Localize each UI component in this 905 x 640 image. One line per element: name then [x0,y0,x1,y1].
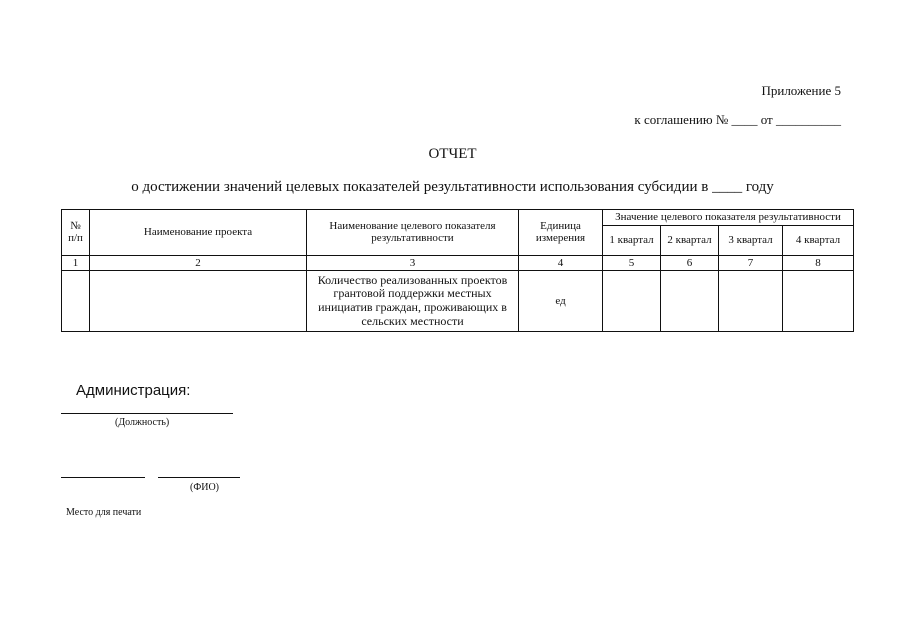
cell-indicator: Количество реализованных проектов грантовой поддержки местных инициатив граждан, проживающих в сельских местности [307,271,519,332]
column-number: 4 [519,255,603,271]
cell-unit: ед [519,271,603,332]
report-table [61,209,854,332]
column-number: 7 [719,255,783,271]
header-project: Наименование проекта [90,210,307,256]
fio-line [158,477,240,478]
header-q2: 2 квартал [661,225,719,255]
appendix-label: Приложение 5 [761,83,841,98]
cell-project [90,271,307,332]
header-value-group: Значение целевого показателя результативности [603,210,854,226]
column-number: 3 [307,255,519,271]
header-q3: 3 квартал [719,225,783,255]
column-number: 2 [90,255,307,271]
cell-num [62,271,90,332]
header-unit: Единица измерения [519,210,603,256]
header-q1: 1 квартал [603,225,661,255]
header-num: № п/п [62,210,90,256]
position-label: (Должность) [115,417,170,428]
fio-label: (ФИО) [190,482,220,493]
report-subtitle: о достижении значений целевых показателей результативности использования субсидии в ____ году [131,179,774,195]
table-row [62,271,854,332]
position-line [61,413,233,414]
column-number-row [62,255,854,271]
agreement-reference: к соглашению № ____ от __________ [634,112,841,127]
stamp-place-label: Место для печати [66,507,142,518]
administration-label: Администрация: [76,382,191,399]
cell-q1 [603,271,661,332]
column-number: 8 [783,255,854,271]
header-indicator: Наименование целевого показателя результативности [307,210,519,256]
column-number: 6 [661,255,719,271]
signature-line [61,477,145,478]
cell-q4 [783,271,854,332]
cell-q3 [719,271,783,332]
report-title: ОТЧЕТ [428,146,477,162]
cell-q2 [661,271,719,332]
column-number: 1 [62,255,90,271]
header-q4: 4 квартал [783,225,854,255]
column-number: 5 [603,255,661,271]
